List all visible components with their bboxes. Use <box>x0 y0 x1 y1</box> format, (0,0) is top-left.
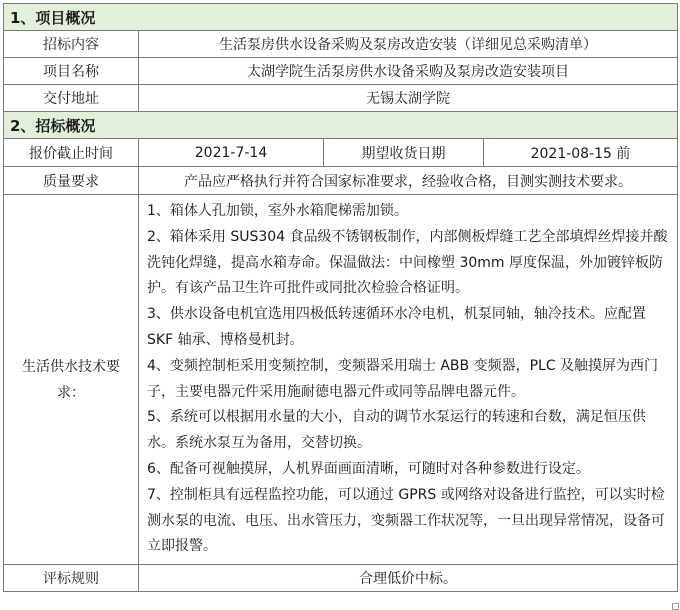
label-project-name: 项目名称 <box>4 58 139 85</box>
value-delivery-address: 无锡太湖学院 <box>139 85 678 112</box>
row-delivery-address <box>4 85 678 112</box>
row-project-name <box>4 58 678 85</box>
section-header-project-overview <box>4 4 678 31</box>
row-tech-requirements <box>4 195 678 565</box>
value-evaluation-rule: 合理低价中标。 <box>139 565 678 592</box>
section-title: 2、招标概况 <box>4 112 678 139</box>
label-quote-deadline: 报价截止时间 <box>4 139 139 167</box>
label-expected-delivery: 期望收货日期 <box>324 139 484 167</box>
tech-item: 4、变频控制柜采用变频控制，变频器采用瑞士 ABB 变频器，PLC 及触摸屏为西门子，主要电器元件采用施耐德电器元件或同等品牌电器元件。 <box>147 357 659 400</box>
tech-item: 2、箱体采用 SUS304 食品级不锈钢板制作，内部侧板焊缝工艺全部填焊丝焊接并酸洗钝化焊缝，提高水箱寿命。保温做法：中间橡塑 30mm 厚度保温，外加镀锌板防护。有该产品卫生许可批件或同批次检验合格证明。 <box>147 228 668 297</box>
row-dates <box>4 139 678 167</box>
tech-item: 3、供水设备电机宜选用四极低转速循环水冷电机，机泵同轴，轴冷技术。应配置 SKF 轴承、博格曼机封。 <box>147 306 646 348</box>
value-project-name: 太湖学院生活泵房供水设备采购及泵房改造安装项目 <box>139 58 678 85</box>
table-resize-handle[interactable] <box>672 603 679 610</box>
value-quote-deadline: 2021-7-14 <box>139 139 324 167</box>
value-expected-delivery: 2021-08-15 前 <box>484 139 678 167</box>
label-tender-content: 招标内容 <box>4 31 139 58</box>
section-title: 1、项目概况 <box>4 4 678 31</box>
tech-item: 7、控制柜具有远程监控功能，可以通过 GPRS 或网络对设备进行监控，可以实时检测水泵的电流、电压、出水管压力，变频器工作状况等，一旦出现异常情况，设备可立即报警。 <box>147 486 665 555</box>
row-quality <box>4 167 678 195</box>
value-quality: 产品应严格执行并符合国家标准要求，经验收合格，目测实测技术要求。 <box>139 167 678 195</box>
row-tender-content <box>4 31 678 58</box>
value-tech-requirements <box>139 195 678 565</box>
label-evaluation-rule: 评标规则 <box>4 565 139 592</box>
tech-item: 1、箱体人孔加锁，室外水箱爬梯需加锁。 <box>147 203 408 219</box>
tender-table <box>3 3 678 592</box>
section-header-bidding-overview <box>4 112 678 139</box>
value-tender-content: 生活泵房供水设备采购及泵房改造安装（详细见总采购清单） <box>139 31 678 58</box>
row-evaluation-rule <box>4 565 678 592</box>
tech-item: 6、配备可视触摸屏，人机界面画面清晰，可随时对各种参数进行设定。 <box>147 460 590 477</box>
label-tech-requirements: 生活供水技术要求： <box>4 195 139 565</box>
label-delivery-address: 交付地址 <box>4 85 139 112</box>
tech-item: 5、系统可以根据用水量的大小，自动的调节水泵运行的转速和台数，满足恒压供水。系统水泵互为备用，交替切换。 <box>147 409 646 452</box>
label-quality: 质量要求 <box>4 167 139 195</box>
